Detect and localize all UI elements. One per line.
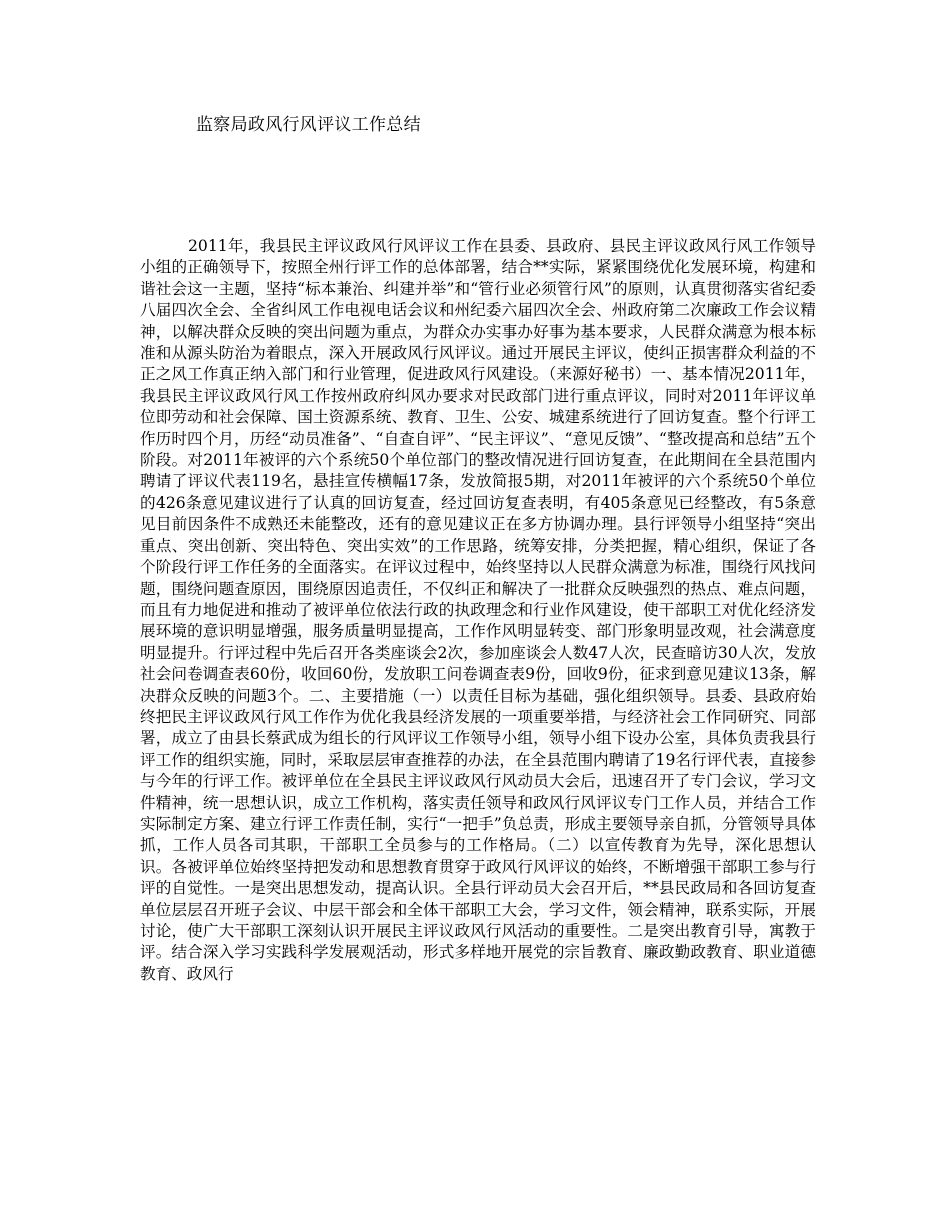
document-title: 监察局政风行风评议工作总结 <box>196 115 421 135</box>
document-body: 2011年，我县民主评议政风行风评议工作在县委、县政府、县民主评议政风行风工作领导小组的正确领导下，按照全州行评工作的总体部署，结合**实际，紧紧围绕优化发展环境，构建和谐社会这一主题，坚持“标本兼治、纠建并举”和“管行业必须管行风”的原则，认真贯彻落实省纪委八届四次全会、全省纠风工作电视电话会议和州纪委六届四次全会、州政府第二次廉政工作会议精神，以解决群众反映的突出问题为重点，为群众办实事办好事为基本要求，人民群众满意为根本标准和从源头防治为着眼点，深入开展政风行风评议。通过开展民主评议，使纠正损害群众利益的不正之风工作真正纳入部门和行业管理，促进政风行风建设。（来源好秘书）一、基本情况2011年，我县民主评议政风行风工作按州政府纠风办要求对民政部门进行重点评议，同时对2011年评议单位即劳动和社会保障、国土资源系统、教育、卫生、公安、城建系统进行了回访复查。整个行评工作历时四个月，历经“动员准备”、“自查自评”、“民主评议”、“意见反馈”、“整改提高和总结”五个阶段。对2011年被评的六个系统50个单位部门的整改情况进行回访复查，在此期间在全县范围内聘请了评议代表119名，悬挂宣传横幅17条，发放简报5期，对2011年被评的六个系统50个单位的426条意见建议进行了认真的回访复查，经过回访复查表明，有405条意见已经整改，有5条意见目前因条件不成熟还未能整改，还有的意见建议正在多方协调办理。县行评领导小组坚持“突出重点、突出创新、突出特色、突出实效”的工作思路，统筹安排，分类把握，精心组织，保证了各个阶段行评工作任务的全面落实。在评议过程中，始终坚持以人民群众满意为标准，围绕行风找问题，围绕问题查原因，围绕原因追责任，不仅纠正和解决了一批群众反映强烈的热点、难点问题，而且有力地促进和推动了被评单位依法行政的执政理念和行业作风建设，使干部职工对优化经济发展环境的意识明显增强，服务质量明显提高，工作作风明显转变、部门形象明显改观，社会满意度明显提升。行评过程中先后召开各类座谈会2次，参加座谈会人数47人次，民查暗访30人次，发放社会问卷调查表60份，收回60份，发放职工问卷调查表9份，回收9份，征求到意见建议13条，解决群众反映的问题3个。二、主要措施（一）以责任目标为基础，强化组织领导。县委、县政府始终把民主评议政风行风工作作为优化我县经济发展的一项重要举措，与经济社会工作同研究、同部署，成立了由县长蔡武成为组长的行风评议工作领导小组，领导小组下设办公室，具体负责我县行评工作的组织实施，同时，采取层层审查推荐的办法，在全县范围内聘请了19名行评代表，直接参与今年的行评工作。被评单位在全县民主评议政风行风动员大会后，迅速召开了专门会议，学习文件精神，统一思想认识，成立工作机构，落实责任领导和政风行风评议专门工作人员，并结合工作实际制定方案、建立行评工作责任制，实行“一把手”负总责，形成主要领导亲自抓，分管领导具体抓，工作人员各司其职，干部职工全员参与的工作格局。（二）以宣传教育为先导，深化思想认识。各被评单位始终坚持把发动和思想教育贯穿于政风行风评议的始终，不断增强干部职工参与行评的自觉性。一是突出思想发动，提高认识。全县行评动员大会召开后，**县民政局和各回访复查单位层层召开班子会议、中层干部会和全体干部职工大会，学习文件，领会精神，联系实际，开展讨论，使广大干部职工深刻认识开展民主评议政风行风活动的重要性。二是突出教育引导，寓教于评。结合深入学习实践科学发展观活动，形式多样地开展党的宗旨教育、廉政勤政教育、职业道德教育、政风行 <box>140 237 816 983</box>
